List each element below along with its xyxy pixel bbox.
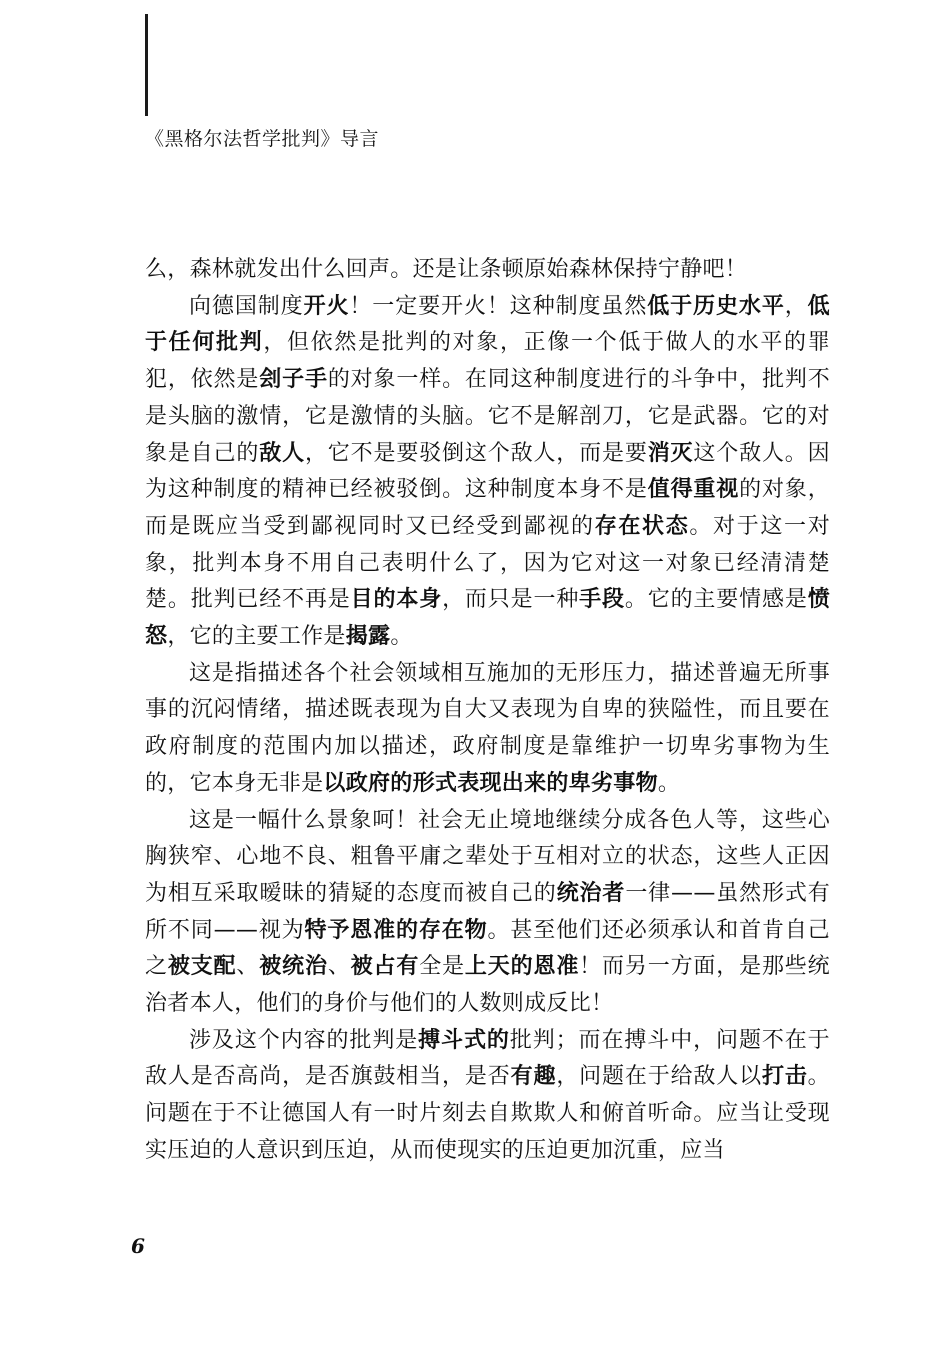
text-run: ！一定要开火！这种制度虽然 — [349, 293, 648, 319]
text-run: 、 — [236, 954, 260, 980]
running-head: 《黑格尔法哲学批判》导言 — [145, 128, 380, 150]
text-run: ！而另一方面，是那些统治者本人，他们的身价与他们的人数则成反比！ — [145, 954, 830, 1017]
text-run: ，它的主要工作是 — [167, 624, 346, 650]
emphasis-text: 刽子手 — [259, 367, 328, 393]
emphasis-text: 特予恩准的存在物 — [304, 917, 488, 943]
text-run: 。问题在于不让德国人有一时片刻去自欺欺人和俯首听命。应当让受现实压迫的人意识到压迫，从而使现实的压迫更加沉重，应当 — [145, 1064, 830, 1163]
emphasis-text: 被支配 — [167, 954, 237, 980]
emphasis-text: 打击 — [761, 1064, 808, 1090]
emphasis-text: 低于任何批判 — [145, 293, 830, 356]
emphasis-text: 愤怒 — [145, 587, 830, 650]
text-run: 。对于这一对象，批判本身不用自己表明什么了，因为它对这一对象已经清清楚楚。批判已经不再是 — [145, 513, 830, 613]
text-run: ，但依然是批判的对象，正像一个低于做人的水平的罪犯，依然是 — [145, 330, 830, 393]
emphasis-text: 被占有 — [350, 954, 420, 980]
margin-rule — [145, 14, 148, 116]
emphasis-text: 值得重视 — [647, 477, 740, 503]
paragraph — [145, 289, 830, 656]
emphasis-text: 低于历史水平 — [647, 293, 785, 319]
paragraph — [145, 252, 830, 289]
text-run: 这是指描述各个社会领域相互施加的无形压力，描述普遍无所事事的沉闷情绪，描述既表现为自大又表现为自卑的狭隘性，而且要在政府制度的范围内加以描述，政府制度是靠维护一切卑劣事物为生的，它本身无非是 — [145, 660, 830, 796]
text-run: 的对象，而是既应当受到鄙视同时又已经受到鄙视的 — [145, 477, 830, 539]
emphasis-text: 开火 — [303, 293, 350, 319]
text-run: 。 — [657, 770, 681, 796]
text-run: 这个敌人。因为这种制度的精神已经被驳倒。这种制度本身不是 — [145, 440, 830, 503]
text-run: ，它不是要驳倒这个敌人，而是要 — [304, 440, 648, 466]
emphasis-text: 揭露 — [345, 624, 391, 650]
text-run: 批判；而在搏斗中，问题不在于敌人是否高尚，是否旗鼓相当，是否 — [145, 1027, 830, 1090]
text-run: ，问题在于给敌人以 — [556, 1064, 762, 1090]
body-text — [145, 252, 830, 1170]
text-run: ， — [784, 293, 808, 319]
emphasis-text: 被统治 — [259, 954, 328, 980]
paragraph — [145, 803, 830, 1023]
text-run: 涉及这个内容的批判是 — [189, 1027, 419, 1053]
text-run: 。甚至他们还必须承认和首肯自己之 — [145, 917, 830, 980]
text-run: 、 — [327, 954, 351, 980]
emphasis-text: 搏斗式的 — [418, 1027, 510, 1053]
text-run: 一律——虽然形式有所不同——视为 — [145, 880, 831, 943]
emphasis-text: 有趣 — [510, 1064, 557, 1090]
text-run: 的对象一样。在同这种制度进行的斗争中，批判不是头脑的激情，它是激情的头脑。它不是解剖刀，它是武器。它的对象是自己的 — [145, 367, 830, 466]
text-run: 向德国制度 — [189, 293, 304, 319]
text-run: 。它的主要情感是 — [624, 587, 808, 613]
text-run: ，而只是一种 — [442, 587, 580, 613]
emphasis-text: 上天的恩准 — [464, 954, 580, 980]
emphasis-text: 手段 — [579, 587, 625, 613]
paragraph — [145, 656, 830, 803]
text-run: 这是一幅什么景象呵！社会无止境地继续分成各色人等，这些心胸狭窄、心地不良、粗鲁平庸之辈处于互相对立的状态，这些人正因为相互采取暧昧的猜疑的态度而被自己的 — [145, 807, 830, 906]
text-run: 全是 — [419, 954, 465, 980]
emphasis-text: 以政府的形式表现出来的卑劣事物 — [323, 770, 658, 796]
emphasis-text: 存在状态 — [594, 513, 690, 539]
paragraph — [145, 1023, 830, 1170]
page-number: 6 — [131, 1234, 145, 1258]
emphasis-text: 统治者 — [556, 880, 626, 906]
emphasis-text: 消灭 — [647, 440, 694, 466]
emphasis-text: 敌人 — [259, 440, 305, 466]
text-run: 么，森林就发出什么回声。还是让条顿原始森林保持宁静吧！ — [145, 257, 748, 282]
emphasis-text: 目的本身 — [350, 587, 443, 613]
text-run: 。 — [390, 624, 413, 650]
